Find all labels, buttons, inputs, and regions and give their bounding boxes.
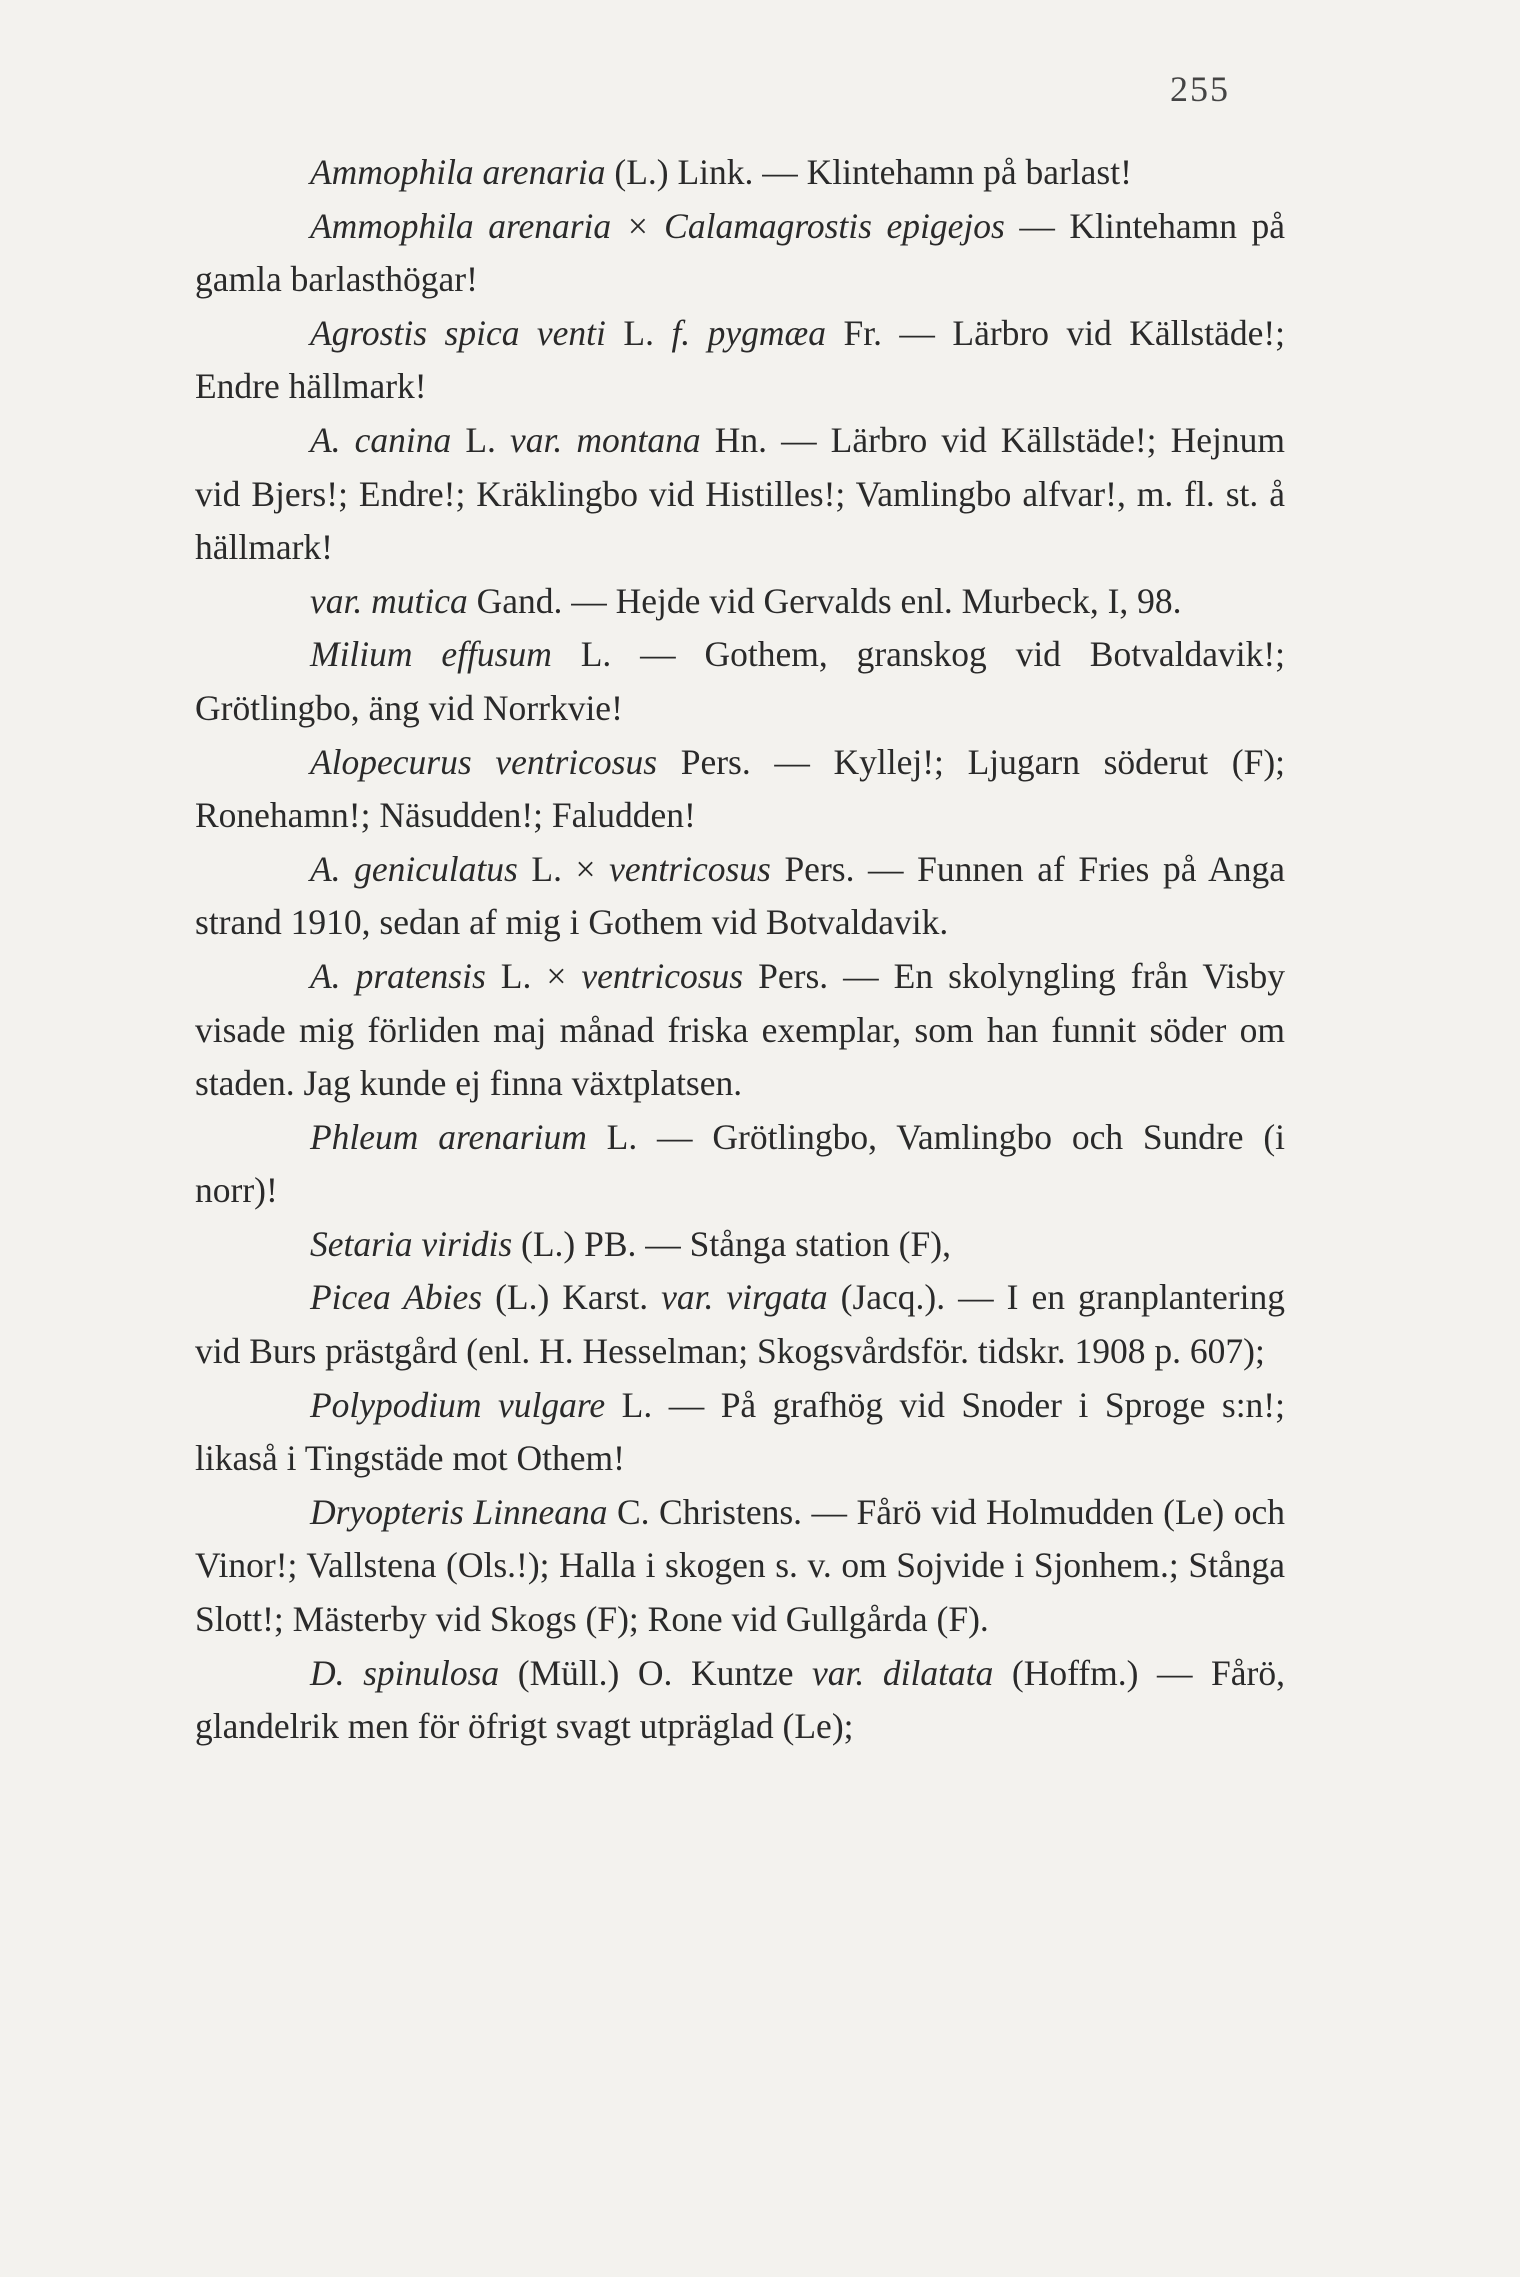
entry-milium-effusum: Milium effusum L. — Gothem, granskog vid Botvaldavik!; Grötlingbo, äng vid Norrkvie!	[195, 634, 1285, 728]
entry-dryopteris-spinulosa: D. spinulosa (Müll.) O. Kuntze var. dilatata (Hoffm.) — Fårö, glandelrik men för öfrigt svagt utpräglad (Le);	[195, 1652, 1285, 1747]
entry-ammophila-hybrid: Ammophila arenaria × Calamagrostis epigejos — Klintehamn på gamla barlasthögar!	[195, 205, 1285, 300]
entry-alopecurus-geniculatus: A. geniculatus L. × ventricosus Pers. — Funnen af Fries på Anga strand 1910, sedan af mig i Gothem vid Botvaldavik.	[195, 848, 1285, 943]
page-number: 255	[1170, 69, 1230, 109]
entry-alopecurus-ventricosus: Alopecurus ventricosus Pers. — Kyllej!; Ljugarn söderut (F); Ronehamn!; Näsudden!; Faludden!	[195, 741, 1286, 836]
entry-setaria-viridis: Setaria viridis (L.) PB. — Stånga station (F),	[310, 1223, 951, 1264]
entry-ammophila-arenaria: Ammophila arenaria (L.) Link. — Klintehamn på barlast!	[310, 152, 1132, 192]
entry-dryopteris-linneana: Dryopteris Linneana C. Christens. — Fårö vid Holmudden (Le) och Vinor!; Vallstena (Ols.!); Halla i skogen s. v. om Sojvide i Sjonhem.; Stånga Slott!; Mästerby vid Skogs (F); Rone vid Gullgårda (F).	[195, 1491, 1286, 1640]
page-body	[195, 146, 1285, 1754]
entry-alopecurus-pratensis: A. pratensis L. × ventricosus Pers. — En skolyngling från Visby visade mig förliden maj månad friska exemplar, som han funnit söder om staden. Jag kunde ej finna växtplatsen.	[195, 955, 1285, 1104]
entry-polypodium-vulgare: Polypodium vulgare L. — På grafhög vid Snoder i Sproge s:n!; likaså i Tingstäde mot Othem!	[195, 1384, 1285, 1479]
entry-picea-abies: Picea Abies (L.) Karst. var. virgata (Jacq.). — I en granplantering vid Burs prästgård (enl. H. Hesselman; Skogsvårdsför. tidskr. 1908 p. 607);	[195, 1277, 1285, 1372]
entry-agrostis-canina: A. canina L. var. montana Hn. — Lärbro vid Källstäde!; Hejnum vid Bjers!; Endre!; Kräklingbo vid Histilles!; Vamlingbo alfvar!, m. fl. st. å hällmark!	[195, 419, 1286, 568]
entry-var-mutica: var. mutica Gand. — Hejde vid Gervalds enl. Murbeck, I, 98.	[310, 580, 1182, 621]
entry-phleum-arenarium: Phleum arenarium L. — Grötlingbo, Vamlingbo och Sundre (i norr)!	[195, 1116, 1286, 1211]
entry-agrostis-spica-venti: Agrostis spica venti L. f. pygmæa Fr. — Lärbro vid Källstäde!; Endre hällmark!	[195, 312, 1286, 407]
